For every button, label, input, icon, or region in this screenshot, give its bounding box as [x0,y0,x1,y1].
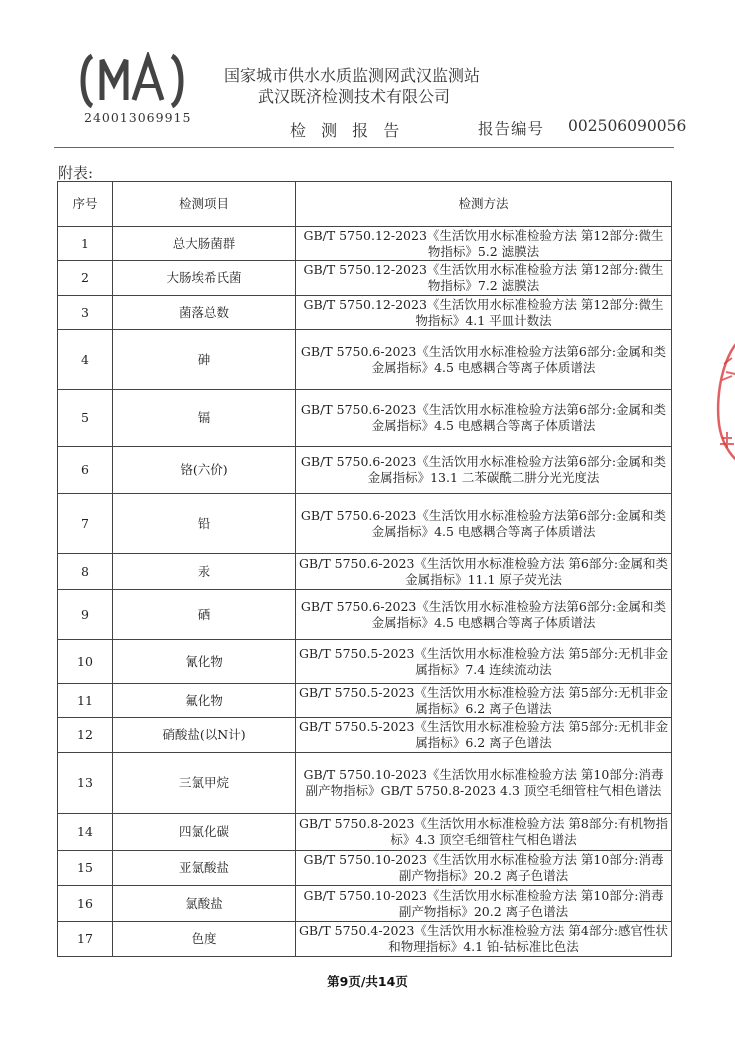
seal-stamp [708,330,735,470]
row-seq: 13 [58,753,113,814]
row-method: GB/T 5750.5-2023《生活饮用水标准检验方法 第5部分:无机非金属指标》7.4 连续流动法 [296,640,672,684]
report-number-value: 002506090056 [568,117,687,135]
org-name-line2: 武汉既济检测技术有限公司 [258,87,451,106]
row-item: 总大肠菌群 [113,227,296,261]
row-item: 硝酸盐(以N计) [113,718,296,753]
row-item: 铬(六价) [113,447,296,494]
row-item: 三氯甲烷 [113,753,296,814]
row-method: GB/T 5750.10-2023《生活饮用水标准检验方法 第10部分:消毒副产物指标》20.2 离子色谱法 [296,886,672,922]
table-row [58,330,672,390]
table-row [58,886,672,922]
row-item: 亚氯酸盐 [113,851,296,886]
row-item: 砷 [113,330,296,390]
row-item: 色度 [113,922,296,957]
report-title: 检 测 报 告 [290,121,405,140]
row-item: 硒 [113,590,296,640]
row-item: 氰化物 [113,640,296,684]
table-row [58,590,672,640]
row-seq: 17 [58,922,113,957]
table-row [58,851,672,886]
cma-cert-number: 240013069915 [84,110,192,125]
methods-table [57,181,672,957]
table-row [58,390,672,447]
row-seq: 7 [58,494,113,554]
row-seq: 3 [58,296,113,330]
appendix-label: 附表: [58,164,94,182]
row-item: 氯酸盐 [113,886,296,922]
row-method: GB/T 5750.10-2023《生活饮用水标准检验方法 第10部分:消毒副产物指标》GB/T 5750.8-2023 4.3 顶空毛细管柱气相色谱法 [296,753,672,814]
row-method: GB/T 5750.6-2023《生活饮用水标准检验方法第6部分:金属和类金属指标》4.5 电感耦合等离子体质谱法 [296,494,672,554]
col-header-item: 检测项目 [113,182,296,227]
table-row [58,718,672,753]
row-seq: 15 [58,851,113,886]
row-seq: 8 [58,554,113,590]
row-seq: 11 [58,684,113,718]
row-method: GB/T 5750.8-2023《生活饮用水标准检验方法 第8部分:有机物指标》4.3 顶空毛细管柱气相色谱法 [296,814,672,851]
row-seq: 6 [58,447,113,494]
table-header-row [58,182,672,227]
row-seq: 9 [58,590,113,640]
page-number: 第9页/共14页 [327,974,408,989]
row-method: GB/T 5750.5-2023《生活饮用水标准检验方法 第5部分:无机非金属指标》6.2 离子色谱法 [296,684,672,718]
row-item: 镉 [113,390,296,447]
report-number-label: 报告编号 [478,120,545,138]
table-row [58,922,672,957]
table-row [58,296,672,330]
table-row [58,494,672,554]
table-row [58,640,672,684]
table-row [58,753,672,814]
row-seq: 16 [58,886,113,922]
row-method: GB/T 5750.6-2023《生活饮用水标准检验方法第6部分:金属和类金属指标》4.5 电感耦合等离子体质谱法 [296,590,672,640]
row-seq: 4 [58,330,113,390]
row-item: 铅 [113,494,296,554]
row-item: 大肠埃希氏菌 [113,261,296,296]
row-method: GB/T 5750.4-2023《生活饮用水标准检验方法 第4部分:感官性状和物理指标》4.1 铂-钴标准比色法 [296,922,672,957]
col-header-method: 检测方法 [296,182,672,227]
table-row [58,447,672,494]
row-seq: 2 [58,261,113,296]
row-method: GB/T 5750.12-2023《生活饮用水标准检验方法 第12部分:微生物指标》4.1 平皿计数法 [296,296,672,330]
table-row [58,227,672,261]
header-divider [54,147,674,148]
row-method: GB/T 5750.6-2023《生活饮用水标准检验方法第6部分:金属和类金属指标》4.5 电感耦合等离子体质谱法 [296,330,672,390]
row-method: GB/T 5750.10-2023《生活饮用水标准检验方法 第10部分:消毒副产物指标》20.2 离子色谱法 [296,851,672,886]
row-method: GB/T 5750.6-2023《生活饮用水标准检验方法第6部分:金属和类金属指标》13.1 二苯碳酰二肼分光光度法 [296,447,672,494]
row-method: GB/T 5750.12-2023《生活饮用水标准检验方法 第12部分:微生物指标》7.2 滤膜法 [296,261,672,296]
row-method: GB/T 5750.5-2023《生活饮用水标准检验方法 第5部分:无机非金属指标》6.2 离子色谱法 [296,718,672,753]
row-seq: 12 [58,718,113,753]
org-name-line1: 国家城市供水水质监测网武汉监测站 [224,66,481,85]
row-seq: 10 [58,640,113,684]
row-item: 汞 [113,554,296,590]
table-row [58,684,672,718]
table-row [58,814,672,851]
row-seq: 14 [58,814,113,851]
table-row [58,554,672,590]
row-item: 菌落总数 [113,296,296,330]
table-row [58,261,672,296]
row-method: GB/T 5750.12-2023《生活饮用水标准检验方法 第12部分:微生物指标》5.2 滤膜法 [296,227,672,261]
row-method: GB/T 5750.6-2023《生活饮用水标准检验方法第6部分:金属和类金属指标》4.5 电感耦合等离子体质谱法 [296,390,672,447]
cma-logo [78,52,186,110]
col-header-seq: 序号 [58,182,113,227]
row-seq: 1 [58,227,113,261]
row-seq: 5 [58,390,113,447]
row-item: 氟化物 [113,684,296,718]
row-method: GB/T 5750.6-2023《生活饮用水标准检验方法 第6部分:金属和类金属指标》11.1 原子荧光法 [296,554,672,590]
row-item: 四氯化碳 [113,814,296,851]
